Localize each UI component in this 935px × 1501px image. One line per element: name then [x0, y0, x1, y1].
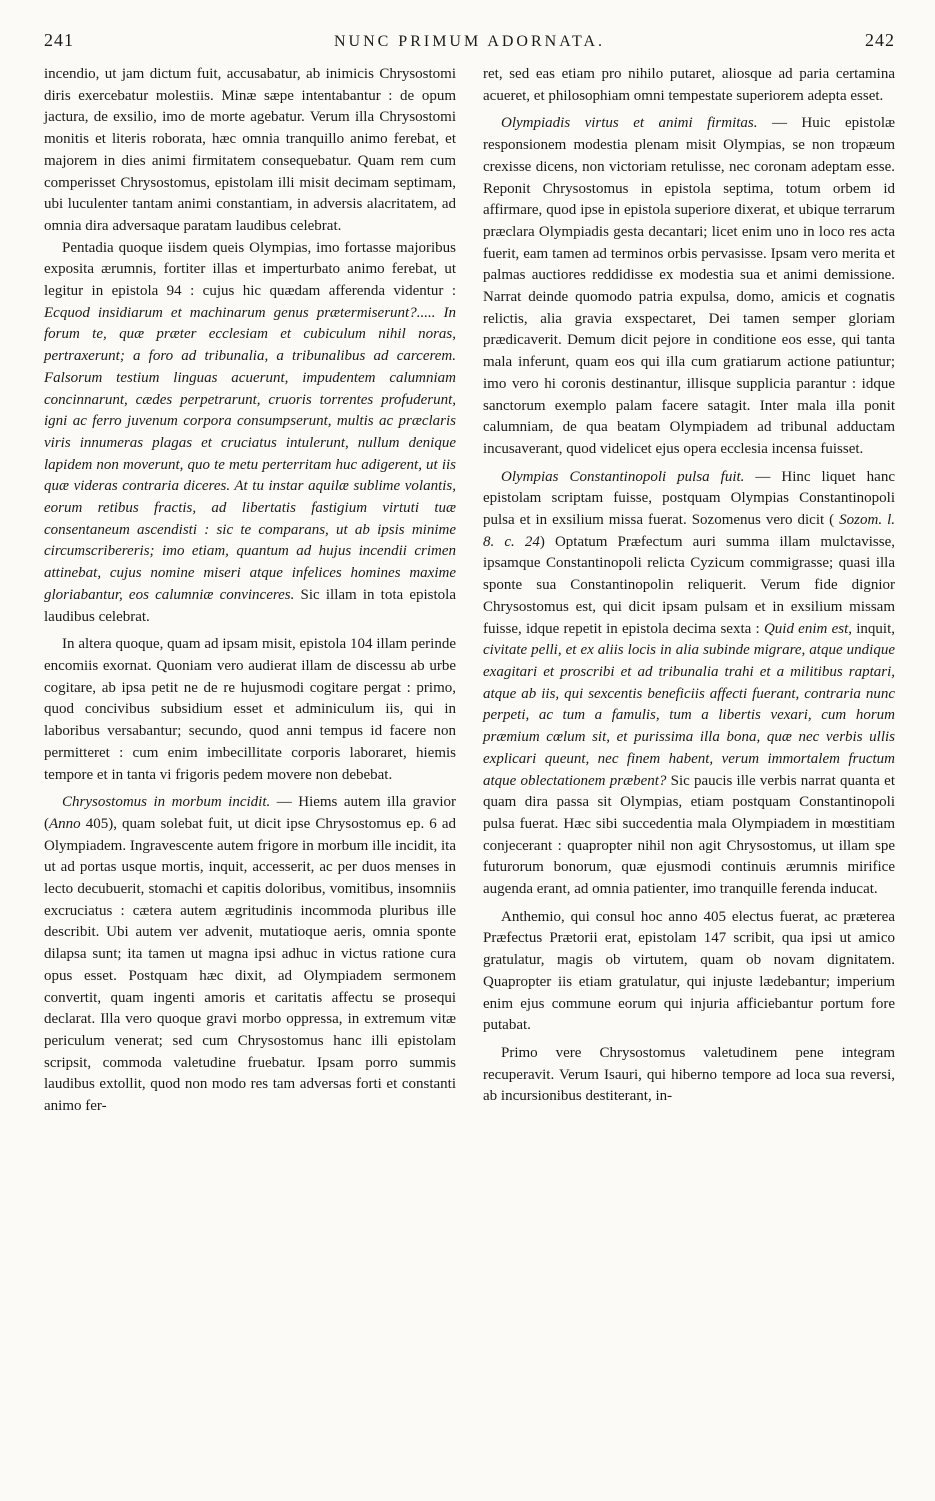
running-header — [44, 30, 895, 60]
paragraph: ret, sed eas etiam pro nihilo putaret, aliosque ad paria certamina acueret, et philosophiam omni tempestate superiorem adepta esset. — [483, 66, 895, 104]
quotation: civitate pelli, et ex aliis locis in alia subinde migrare, atque undique exagitari et proscribi et ad tribunalia trahi et a militibus raptari, atque ab iis, qui sexcentis beneficiis affecti fuerant, contraria nunc perpeti, ac tum a famulis, tum a libertis vexari, cum horum præmium cœlum sit, et purissima illa bona, quæ nec verbis ullis explicari queunt, nec finem habent, verum immortalem fructum atque oblectationem præbent? — [483, 642, 895, 789]
paragraph: Anthemio, qui consul hoc anno 405 electus fuerat, ac præterea Præfectus Prætorii erat, epistolam 147 scribit, qua ipsi ut amico gratulatur, magis ob virtutem, quam ob novam dignitatem. Quapropter iis etiam gratulatur, qui injuste lædebantur; imperium enim ejus commune eorum qui injuria afficiebantur portum fore putabat. — [483, 908, 895, 1034]
text-run: Pentadia quoque iisdem queis Olympias, imo fortasse majoribus exposita ærumnis, fortiter illas et imperturbato animo ferebat, ut legitur in epistola 94 : cujus hic quædam afferenda videntur : — [44, 239, 456, 300]
text-run: — Huic epistolæ responsionem modestia plenam misit Olympias, se non tropæum crexisse dicens, non victoriam retulisse, nec coronam adeptam esse. Reponit Chrysostomus in epistola septima, totum orbem id affirmare, quod ipse in epistola superiore dixerat, et ubique terrarum præclara Olympiadis gesta decantari; licet enim uno in loco res acta fuerit, eam tamen ad terminos orbis pervasisse. Ipsam vero merita et palmas auctiores reddidisse ex modestia sua et animi demissione. Narrat deinde quomodo patria expulsa, domo, amicis et cognatis relictis, alia gravia exspectaret, Dei tamen semper gloriam prædicaverit. Demum dicit pejore in conditione eos esse, qui tanta mala inferunt, quam eos qui illa cum gratiarum actione patiuntur; imo vero hi coronis destinantur, illisque supplicia parantur : idque sanctorum exemplo palam facere satagit. Inter mala illa ponit calumniam, de qua beatam Olympiadem ad tribunal adductam incusaverant, quod videlicet ejus opera ecclesia incensa fuisset. — [483, 115, 895, 457]
section-heading: Chrysostomus in morbum incidit. — [62, 794, 271, 811]
citation: Sozom. l. 8. c. 24 — [483, 512, 895, 550]
paragraph: In altera quoque, quam ad ipsam misit, epistola 104 illam perinde encomiis exornat. Quoniam vero audierat illam de discessu ab urbe cogitare, ab ipsa petit ne de re hujusmodi cogitare pergat : primo, quod concivibus subsidium esset et adminiculum iis, qui in laboribus versabantur; secundo, quod anni tempus id facere non permitteret : cum enim imbecillitate corporis laboraret, hiemis tempore et in tanta vi frigoris pedem movere non debebat. — [44, 636, 456, 783]
text-run: 405), quam solebat fuit, ut dicit ipse Chrysostomus ep. 6 ad Olympiadem. Ingravescente autem frigore in morbum ille incidit, ita ut ad portas usque mortis, inquit, accesserit, ac per duos menses in lecto decubuerit, stomachi et capitis doloribus, vomitibus, insomniis excruciatus : cætera autem ægritudinis incommoda pluribus ille describit. Ubi autem ver advenit, mutatioque aeris, omnia sponte dilapsa sunt; ita tamen ut magna ipsi adhuc in victus ratione cura opus esset. Postquam hæc dixit, ad Olympiadem sermonem convertit, quam ingenti amoris et caritatis affectu se prosequi declarat. Illa vero quoque gravi morbo oppressa, in extremum vitæ periculum venerat; sed cum Chrysostomus hanc illi epistolam scripsit, commoda valetudine fruebatur. Ipsam porro summis laudibus extollit, quod non modo res tam adversas forti et constanti animo fer- — [44, 815, 456, 1115]
paragraph — [44, 238, 456, 629]
left-column — [44, 64, 456, 1118]
page-number-right: 242 — [864, 30, 895, 50]
text-run: ) Optatum Præfectum auri summa illam mulctavisse, ipsamque Constantinopoli relicta Cyzicum commigrasse; quasi illa sponte sua Constantinopolin reliquerit. Verum fide dignior Chrysostomus est, qui dicit ipsam pulsam et in exsilium missam fuisse, idque repetit in epistola decima sexta : — [483, 533, 895, 637]
text-run: Sic illam in tota epistola laudibus celebrat. — [44, 586, 456, 625]
paragraph: incendio, ut jam dictum fuit, accusabatur, ab inimicis Chrysostomi diris exercebatur molestiis. Minæ sæpe intentabantur : de opum jactura, de exsilio, imo de morte agebatur. Verum illa Chrysostomi monitis et literis roborata, hæc omnia tranquillo animo ferebat, et majorem in dies animi firmitatem consequebatur. Quam rem cum comperisset Chrysostomus, epistolam illi misit decimam septimam, ubi luculenter tantam animi constantiam, in adversis alacritatem, ad omnia dira adversaque paratam laudibus celebrat. — [44, 66, 456, 234]
text-columns — [44, 64, 895, 1118]
text-run: Anno — [49, 815, 81, 832]
text-run: — Hiems autem illa gravior ( — [44, 794, 456, 832]
right-column — [483, 64, 895, 1118]
section-heading: Olympiadis virtus et animi firmitas. — [501, 115, 758, 132]
paragraph — [483, 467, 895, 901]
paragraph — [483, 113, 895, 460]
text-run: , inquit, — [848, 620, 895, 637]
quotation: Quid enim est — [763, 620, 849, 637]
paragraph: Primo vere Chrysostomus valetudinem pene integram recuperavit. Verum Isauri, qui hiberno tempore ad loca sua reversi, ab incursionibus destiterant, in- — [483, 1044, 895, 1105]
section-heading: Olympias Constantinopoli pulsa fuit. — [501, 468, 745, 485]
text-run: — Hinc liquet hanc epistolam scriptam fuisse, postquam Olympias Constantinopoli pulsa et in exsilium missa fuerat. Sozomenus vero dicit ( — [483, 468, 895, 529]
paragraph — [44, 792, 456, 1118]
quotation: Ecquod insidiarum et machinarum genus prætermiserunt?..... In forum te, quæ præter ecclesiam et cubiculum nihil noras, pertraxerunt; a foro ad tribunalia, a tribunalibus ad carcerem. Falsorum testium linguas acuerunt, impudentem calumniam concinnarunt, cædes perpetrarunt, cruoris torrentes profuderunt, igni ac ferro juvenum corpora consumpserunt, multis ac præclaris viris innumeras plagas et cruciatus intulerunt, nullum denique lapidem non moverunt, quo te metu perterritam huc adigerent, ut iis quæ videras contraria diceres. At tu instar aquilæ sublime volantis, eorum retibus fractis, ad libertatis fastigium virtuti tuæ consentaneum ascendisti : sic te comparans, ut ab ipsis minime circumscribereris; imo etiam, quantum ad hujus incendii crimen attinebat, cujus nomine miseri atque infelices homines maxime gloriabantur, eos calumniæ convinceres. — [44, 304, 456, 603]
text-run: Sic paucis ille verbis narrat quanta et quam dira passa sit Olympias, etiam postquam Constantinopoli pulsa fuerat. Hæc sibi succedentia mala Olympiadem in mœstitiam conjecerant : quapropter nihil non agit Chrysostomus, ut illam spe futurorum bonorum, quæ ejusmodi continuis ærumnis mirifice augenda erant, ad omnia patienter, imo tranquille ferenda inducat. — [483, 772, 896, 898]
running-title: NUNC PRIMUM ADORNATA. — [333, 33, 606, 50]
page-number-left: 241 — [44, 30, 74, 50]
